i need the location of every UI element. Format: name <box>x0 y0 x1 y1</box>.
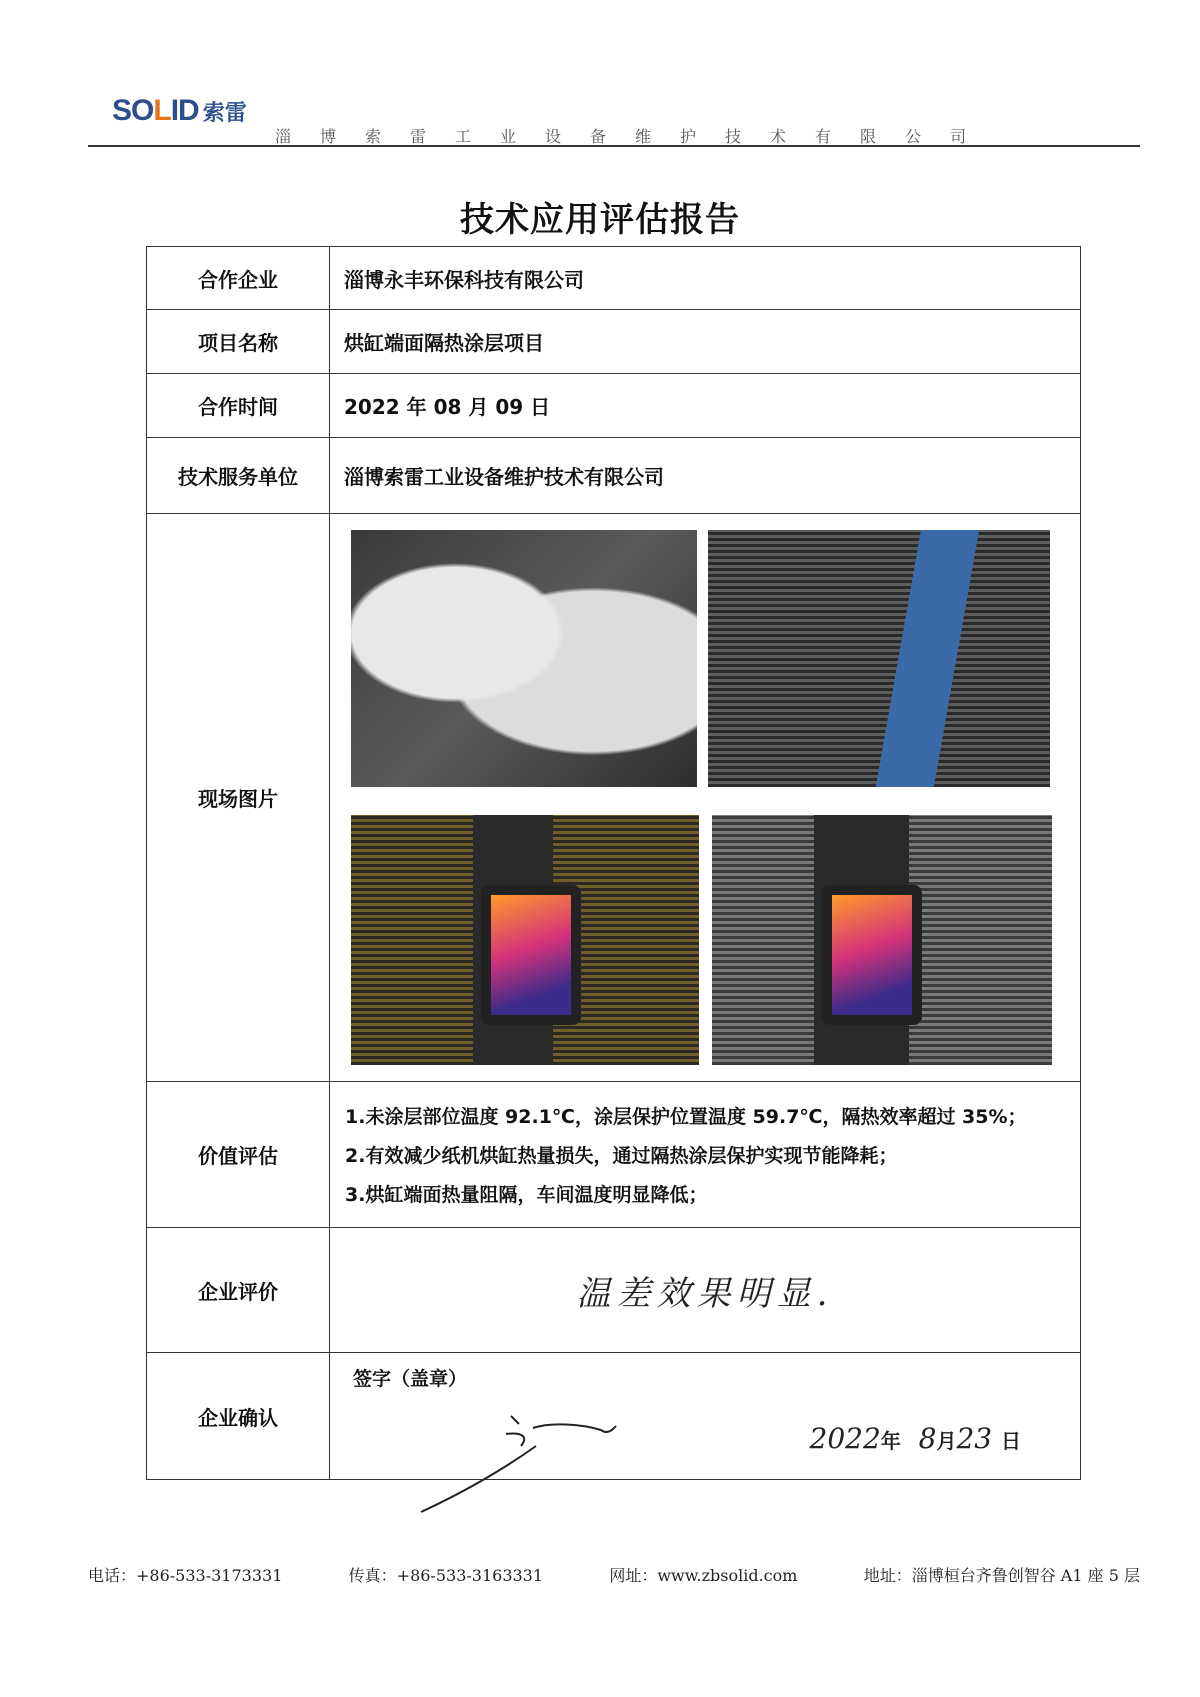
date-month-unit: 月 <box>936 1429 957 1453</box>
handwritten-signature <box>401 1404 641 1514</box>
company-logo <box>112 94 247 128</box>
evaluation-line: 3.烘缸端面热量阻隔，车间温度明显降低； <box>345 1184 708 1206</box>
footer-contact <box>88 1563 1140 1586</box>
footer-website: 网址：www.zbsolid.com <box>609 1566 798 1585</box>
site-photo-worker <box>708 530 1050 787</box>
logo-text-a: SO <box>112 94 154 127</box>
evaluation-line: 1.未涂层部位温度 92.1℃，涂层保护位置温度 59.7℃，隔热效率超过 35%； <box>345 1106 1027 1128</box>
partner-value: 淄博永丰环保科技有限公司 <box>330 247 1081 310</box>
site-photo-thermal-uncoated <box>351 815 699 1065</box>
row-service <box>147 438 1081 514</box>
confirm-date <box>810 1422 1021 1455</box>
photos-label: 现场图片 <box>147 514 330 1082</box>
row-photos <box>147 514 1081 1082</box>
service-value: 淄博索雷工业设备维护技术有限公司 <box>330 438 1081 514</box>
evaluation-cell <box>330 1082 1081 1228</box>
company-tagline: 淄博索雷工业设备维护技术有限公司 <box>275 127 996 146</box>
footer-address: 地址：淄博桓台齐鲁创智谷 A1 座 5 层 <box>863 1566 1140 1585</box>
row-date <box>147 374 1081 438</box>
document-title: 技术应用评估报告 <box>460 200 740 240</box>
date-day: 23 <box>956 1422 993 1455</box>
report-table <box>146 246 1081 1480</box>
row-confirm <box>147 1353 1081 1480</box>
footer-phone: 电话：+86-533-3173331 <box>88 1566 283 1585</box>
date-label: 合作时间 <box>147 374 330 438</box>
thermal-camera-icon <box>481 885 581 1025</box>
thermal-camera-icon <box>822 885 922 1025</box>
confirm-label: 企业确认 <box>147 1353 330 1480</box>
logo-text-cn: 索雷 <box>202 101 247 126</box>
sign-label: 签字（盖章） <box>353 1368 468 1390</box>
comment-handwritten: 温差效果明显. <box>330 1228 1081 1353</box>
row-project <box>147 310 1081 374</box>
date-day-unit: 日 <box>1001 1429 1021 1453</box>
project-value: 烘缸端面隔热涂层项目 <box>330 310 1081 374</box>
logo-text-c: ID <box>170 94 199 127</box>
evaluation-label: 价值评估 <box>147 1082 330 1228</box>
date-year-unit: 年 <box>880 1429 901 1453</box>
evaluation-line: 2.有效减少纸机烘缸热量损失，通过隔热涂层保护实现节能降耗； <box>345 1145 898 1167</box>
date-value: 2022 年 08 月 09 日 <box>330 374 1081 438</box>
row-partner <box>147 247 1081 310</box>
date-month: 8 <box>918 1422 937 1455</box>
partner-label: 合作企业 <box>147 247 330 310</box>
comment-label: 企业评价 <box>147 1228 330 1353</box>
row-comment <box>147 1228 1081 1353</box>
photos-cell <box>330 514 1081 1082</box>
footer-fax: 传真：+86-533-3163331 <box>348 1566 544 1585</box>
header-divider <box>88 145 1140 147</box>
date-year: 2022 <box>809 1422 881 1455</box>
photo-grid <box>331 518 1079 1078</box>
row-evaluation <box>147 1082 1081 1228</box>
project-label: 项目名称 <box>147 310 330 374</box>
confirm-cell <box>330 1353 1081 1480</box>
logo-text-b: L <box>153 94 171 127</box>
site-photo-thermal-coated <box>712 815 1052 1065</box>
site-photo-dryer-end <box>351 530 697 787</box>
service-label: 技术服务单位 <box>147 438 330 514</box>
